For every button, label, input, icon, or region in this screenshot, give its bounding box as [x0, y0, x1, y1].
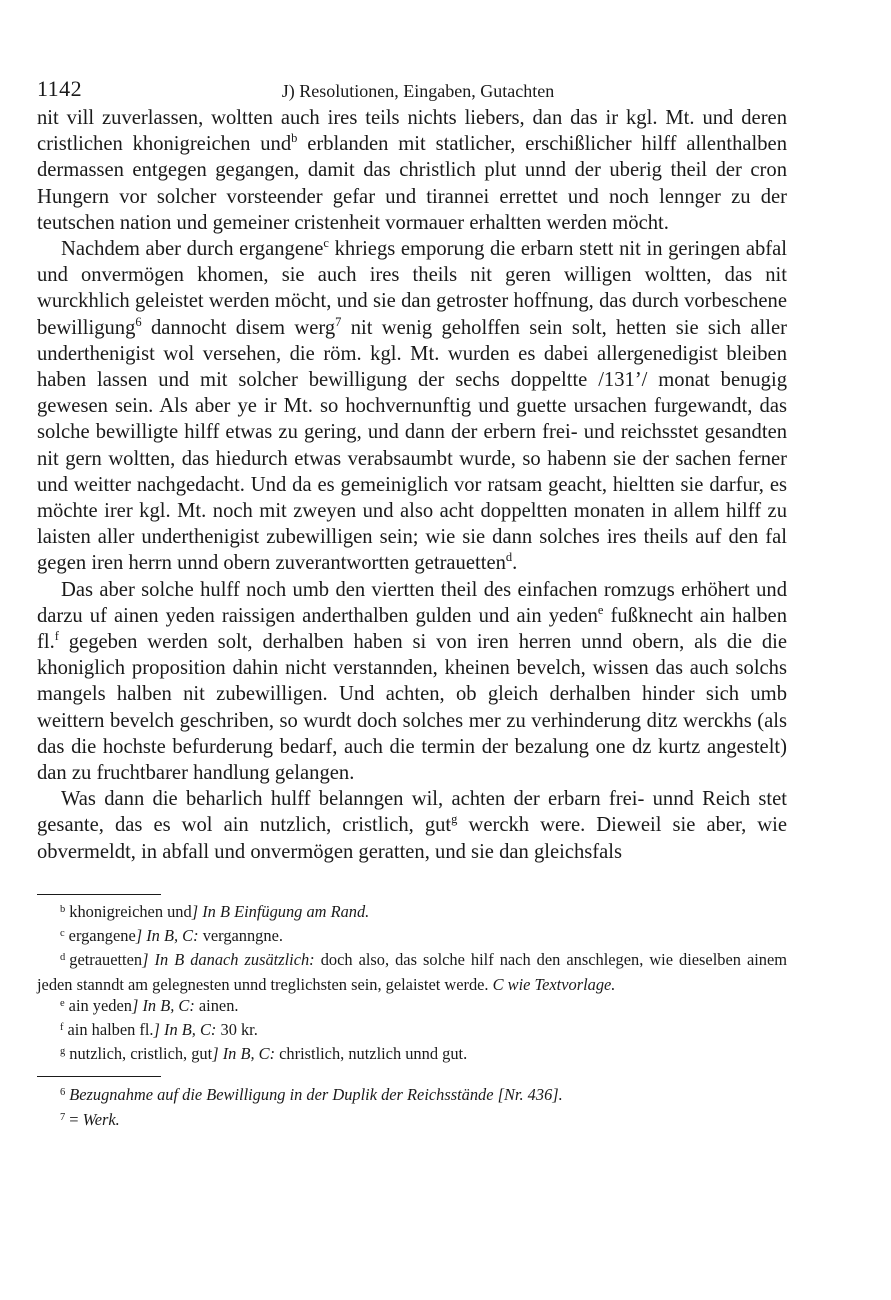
footnote-ref-7: 7: [335, 314, 342, 329]
commentary-notes: [37, 1084, 787, 1132]
footnote-b: $^b$ khonigreichen und] In B Einfügung am Rand.: [60, 901, 370, 921]
running-head: J) Resolutionen, Eingaben, Gutachten: [281, 81, 555, 101]
paragraph-3: Das aber solche hulff noch umb den viertten theil des einfachen romzugs erhöhert und darzu uf ainen yeden raissigen anderthalben gulden und ain yeden$^e$ fußknecht ain halben fl.$^f$ gegeben werden solt, derhalben haben si von iren herren unnd obern, als die die khoniglich proposition dahin nicht verstannden, kheinen bevelch, wissen das auch solchs mangels halben nit zubewilligen. Und achten, ob gleich derhalben hinder sich umb weittern bevelch geschriben, so wurdt doch solches mer zu verhinderung ditz werckhs (als das die hochste befurderung bedarf, auch die termin der bezalung one dz kurtz angestelt) dan zu fruchtbarer handlung gelangen.: [37, 578, 787, 785]
footnote-ref-e: e: [597, 602, 604, 617]
paragraph-4: Was dann die beharlich hulff belanngen wil, achten der erbarn frei- unnd Reich stet gesante, das es wol ain nutzlich, cristlich, gut$^g$ werckh were. Dieweil sie aber, wie obvermeldt, in abfall und onvermögen geratten, und sie dan gleichsfals: [37, 788, 787, 863]
footnote-d: $^d$ getrauetten] In B danach zusätzlich: doch also, das solche hilf nach den anschlegen, wie dieselben ainem jeden stanndt am gelegnesten unnd treglichsten sein, gelaistet werde. C wie Textvorlage.: [37, 950, 788, 994]
text-critical-notes: [37, 901, 787, 1067]
footnote-6: $^6$ Bezugnahme auf die Bewilligung in der Duplik der Reichsstände [Nr. 436].: [60, 1085, 563, 1105]
footnote-g: $^g$ nutzlich, cristlich, gut] In B, C: christlich, nutzlich unnd gut.: [60, 1044, 468, 1064]
footnote-ref-c: c: [323, 236, 329, 251]
footnote-divider-2: [37, 1076, 161, 1077]
footnote-divider: [37, 894, 161, 895]
main-text: [37, 105, 787, 865]
footnote-ref-6: 6: [135, 314, 142, 329]
footnote-c: $^c$ ergangene] In B, C: verganngne.: [60, 926, 283, 946]
footnote-ref-d: d: [505, 550, 513, 565]
footnote-f: $^f$ ain halben fl.] In B, C: 30 kr.: [60, 1019, 258, 1039]
footnote-7: $^7$ = Werk.: [60, 1109, 120, 1129]
page-header: [37, 76, 787, 106]
page-number: 1142: [37, 76, 83, 101]
book-page: [37, 76, 787, 1133]
footnote-ref-f: f: [54, 629, 59, 644]
footnote-ref-g: g: [451, 812, 458, 827]
footnote-ref-b: b: [291, 131, 298, 146]
footnote-e: $^e$ ain yeden] In B, C: ainen.: [60, 995, 239, 1015]
paragraph-2: Nachdem aber durch ergangene$^c$ khriegs emporung die erbarn stett nit in geringen abfal und onvermögen khomen, sie auch ires theils nit geren willigen woltten, das nit wurckhlich geleistet werden möcht, und sie dan getroster hoffnung, das durch vorbeschene bewilligung$^6$ dannocht disem werg$^7$ nit wenig geholffen sein solt, hetten sie sich aller underthenigist wol versehen, die röm. kgl. Mt. wurden es dabei allergenedigist bleiben haben lassen und mit solcher bewilligung der sechs doppeltte /131’/ monat benugig gewesen sein. Als aber ye ir Mt. so hochvernunftig und guette ursachen furgewandt, das solche bewilligte hilff etwas zu gering, und dann der erbern frei- und reichsstet gesandten nit gern woltten, das hiedurch etwas verabsaumbt wurde, so habenn sie der sachen ferner und weitter nachgedacht. Und da es gemeiniglich vor ratsam geacht, hieltten sie darfur, es möchte irer kgl. Mt. noch mit zweyen und also acht doppeltten monaten in allem hilff zu laisten aller underthenigist zubewilligen sein; wie sie dann solches ires theils auf den fal gegen iren herrn unnd obern zuverantwortten getrauetten$^d$.: [37, 236, 788, 575]
paragraph-1: nit vill zuverlassen, woltten auch ires teils nichts liebers, dan das ir kgl. Mt. und deren cristlichen khonigreichen und$^b$ erblanden mit statlicher, erschißlicher hilff allenthalben dermassen entgegen gegangen, damit das christlich plut unnd der uberig theil der cron Hungern vor solcher vorsteender gefar und tirannei errettet und noch lennger zu der teutschen nation und gemeiner cristenheit vormauer erhaltten werden möcht.: [37, 107, 787, 234]
